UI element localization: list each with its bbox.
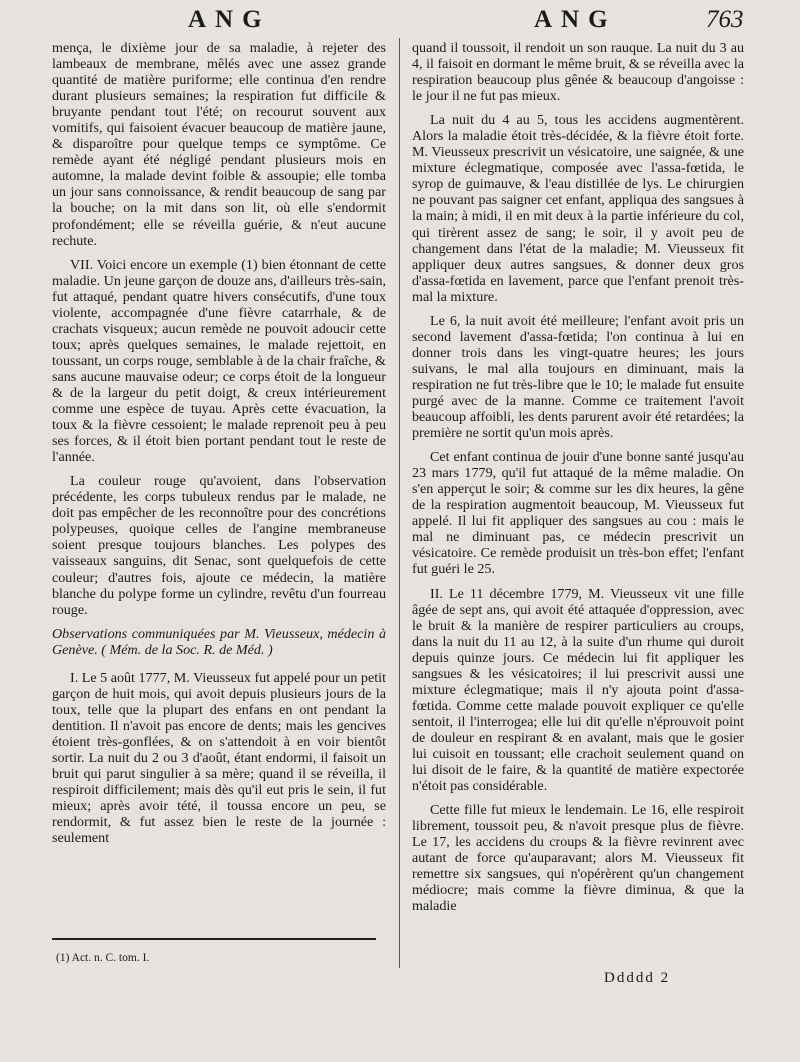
section-heading: Observations communiquées par M. Vieusseux, médecin à Genève. ( Mém. de la Soc. R. de Méd. )	[52, 625, 386, 658]
signature-mark: Ddddd 2	[604, 970, 671, 986]
running-head-left: ANG	[188, 6, 271, 33]
right-column	[412, 40, 744, 922]
paragraph: La nuit du 4 au 5, tous les accidens augmentèrent. Alors la maladie étoit très-décidée, & la fièvre étoit forte. M. Vieusseux prescrivit un vésicatoire, une saignée, & une mixture éclegmatique, composée avec l'assa-fœtida, le syrop de guimauve, & l'eau distillée de lys. Le chirurgien ne pouvant pas saigner cet enfant, appliqua des sangsues à la main; à midi, il en mit deux à la partie inférieure du col, qui tirèrent assez de sang; le soir, il y avoit peu de changement dans l'état de la maladie; M. Vieusseux fit appliquer deux autres sangsues, & donner deux gros d'assa-fœtida en lavement, parce que l'enfant prenoit très-mal la mixture.	[412, 112, 744, 305]
paragraph: La couleur rouge qu'avoient, dans l'observation précédente, les corps tubuleux rendus par le malade, ne doit pas empêcher de les reconnoître pour des concrétions polypeuses, quoique celles de l'angine membraneuse soient presque toujours blanches. Les polypes des vaisseaux sanguins, dit Senac, sont quelquefois de cette couleur; d'autres fois, ajoute ce médecin, la matière blanche du polype forme un cylindre, revêtu d'un fourreau rouge.	[52, 473, 386, 618]
paragraph: I. Le 5 août 1777, M. Vieusseux fut appelé pour un petit garçon de huit mois, qui avoit depuis plusieurs jours de la toux, telle que la plupart des enfans en ont pendant la dentition. Il n'avoit pas encore de dents; mais les gencives étoient très-gonflées, & on s'attendoit à en voir bientôt sortir. La nuit du 2 ou 3 d'août, étant endormi, il faisoit un bruit qui parut singulier à sa mère; quand il se réveilla, il respiroit difficilement; mais dès qu'il eut pris le sein, il fut mieux; après avoir tété, il toussa encore un peu, se rendormit, & fut assez bien le reste de la journée : seulement	[52, 669, 386, 847]
page-number: 763	[706, 6, 744, 33]
column-divider	[399, 38, 400, 968]
paragraph: Le 6, la nuit avoit été meilleure; l'enfant avoit pris un second lavement d'assa-fœtida; l'on continua à lui en donner trois dans les vingt-quatre heures; les jours suivans, le mal alla toujours en diminuant, mais la respiration ne fut très-libre que le 10; le malade fut ensuite purgé avec de la manne. Comme ce traitement l'avoit beaucoup affoibli, les dents parurent avoir été retardées; la première ne sortit qu'un mois après.	[412, 312, 744, 442]
footnote: (1) Act. n. C. tom. I.	[56, 952, 150, 964]
paragraph: Cet enfant continua de jouir d'une bonne santé jusqu'au 23 mars 1779, qu'il fut attaqué de la même maladie. On s'en apperçut le soir; & comme sur les dix heures, la gêne de la respiration augmentoit beaucoup, M. Vieusseux fut appelé. Il lui fit appliquer des sangsues au cou : mais le mal ne diminuant pas, ce médecin prescrivit un vésicatoire. Ce remède produisit un très-bon effet; l'enfant fut guéri le 25.	[412, 449, 744, 578]
footnote-rule	[52, 938, 376, 940]
paragraph: Cette fille fut mieux le lendemain. Le 16, elle respiroit librement, toussoit peu, & n'avoit presque plus de fièvre. Le 17, les accidens du croups & la fièvre revinrent avec autant de force qu'auparavant; alors M. Vieusseux fit remettre six sangsues, qui n'opérèrent qu'un changement médiocre; mais comme la fièvre diminua, & que la maladie	[412, 802, 744, 915]
running-head-right: ANG	[534, 6, 617, 33]
paragraph: II. Le 11 décembre 1779, M. Vieusseux vit une fille âgée de sept ans, qui avoit été attaquée d'oppression, avec le bruit & la manière de respirer particuliers au croups, dans la nuit du 11 au 12, à la suite d'un rhume qui duroit depuis quinze jours. Ce médecin lui fit appliquer les sangsues & les vésicatoires; il lui prescrivit aussi une mixture éclegmatique; mais il n'y ajouta point d'assa-fœtida. Comme cette malade pouvoit expliquer ce qu'elle sentoit, il l'interrogea; elle lui dit qu'elle n'éprouvoit point de douleur en respirant & en avalant, mais que le gosier lui cuisoit en toussant; elle crachoit seulement quand on lui disoit de le faire, & la quantité de matière expectorée n'étoit pas considérable.	[412, 585, 744, 795]
paragraph: mença, le dixième jour de sa maladie, à rejeter des lambeaux de membrane, mêlés avec une assez grande quantité de matière puriforme; elle continua d'en rendre durant plusieurs semaines; la respiration fut difficile & bruyante pendant tout l'été; on recourut souvent aux vomitifs, qui faisoient évacuer beaucoup de matière jaune, & disparoître pour quelque temps ce symptôme. Ce remède ayant été négligé pendant plusieurs mois en automne, la malade devint foible & assoupie; elle tomba un jour sans connoissance, & rendit beaucoup de sang par la bouche; on la mit dans son lit, où elle s'endormit profondément; elle se réveilla guérie, & n'eut aucune rechute.	[52, 40, 386, 249]
paragraph: VII. Voici encore un exemple (1) bien étonnant de cette maladie. Un jeune garçon de douze ans, d'ailleurs très-sain, fut attaqué, pendant quatre hivers consécutifs, d'une toux violente, accompagnée d'une fièvre catarrhale, & de crachats visqueux; aucun remède ne pouvoit adoucir cette toux; après quelques semaines, le malade rejettoit, en toussant, un corps rouge, semblable à de la chair fraîche, & sans aucune mauvaise odeur; ce corps étoit de la longueur & de la largeur du petit doigt, & creux intérieurement comme une espèce de tuyau. Après cette évacuation, la toux & la fièvre cessoient; le malade reprenoit peu à peu ses forces, & il étoit bien portant pendant tout le reste de l'année.	[52, 256, 387, 466]
paragraph: quand il toussoit, il rendoit un son rauque. La nuit du 3 au 4, il faisoit en dormant le même bruit, & se réveilla avec la respiration beaucoup plus gênée & beaucoup d'angoisse : le jour il ne fut pas mieux.	[412, 40, 744, 105]
left-column	[52, 40, 386, 854]
